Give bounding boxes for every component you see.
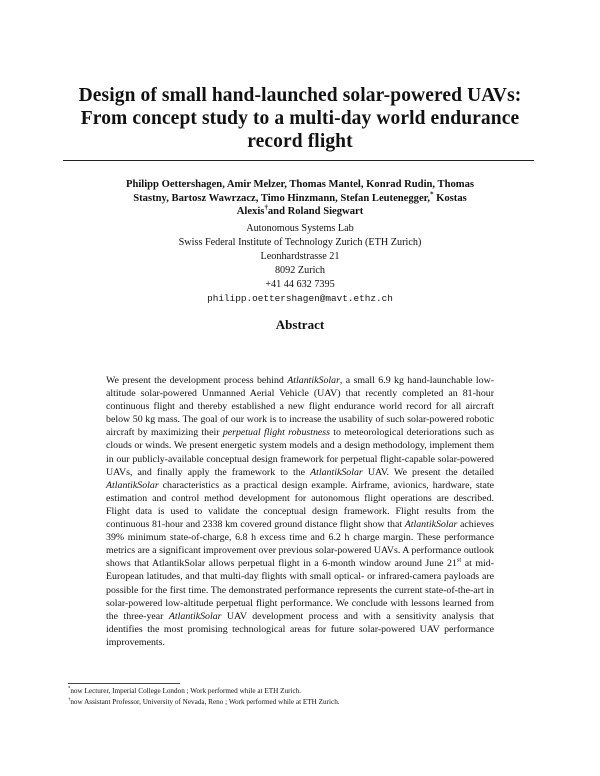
- affiliation-street: Leonhardstrasse 21: [260, 251, 340, 262]
- affiliation-institute: Swiss Federal Institute of Technology Zurich (ETH Zurich): [178, 237, 422, 248]
- abstract-text-4: UAV. We present the detailed: [362, 466, 494, 478]
- affiliation-phone: +41 44 632 7395: [265, 279, 335, 290]
- footnote-2: [68, 697, 528, 708]
- footnote-1-text: now Lecturer, Imperial College London ; Work performed while at ETH Zurich.: [70, 687, 302, 695]
- abstract-text-5: characteristics as a practical design example. Airframe, avionics, hardware, state estimation and control method development for autonomous flight operations are described. Flight data is used to validate the conceptual design framework. Flight results from the continuous 81-hour and 2338 km covered ground distance flight show that: [106, 479, 494, 531]
- affiliation-lab: Autonomous Systems Lab: [246, 223, 354, 234]
- affiliation-city: 8092 Zurich: [274, 265, 326, 276]
- affiliation-block: [100, 222, 500, 306]
- footnote-2-mark: †: [68, 697, 71, 703]
- footnote-mark-star: *: [430, 190, 434, 198]
- title-rule: [63, 160, 534, 161]
- footnote-mark-dagger: †: [264, 204, 268, 212]
- abstract-heading: Abstract: [275, 317, 325, 332]
- affiliation-email: philipp.oettershagen@mavt.ethz.ch: [207, 293, 393, 304]
- footnote-rule: [68, 683, 180, 684]
- abstract-emph-4: AtlantikSolar: [106, 479, 159, 491]
- paper-title: [60, 84, 540, 153]
- abstract-emph-1: AtlantikSolar: [287, 375, 340, 386]
- abstract-superscript: st: [456, 557, 462, 565]
- abstract-text-7: at mid-European latitudes, and that multi-day flights with small optical- or infrared-camera payloads are possible for the first time. The demonstrated performance represents the current state-of-the-art in solar-powered low-altitude perpetual flight performance. We conclude with lessons learned from the three-year: [106, 558, 494, 622]
- authors-line-2-text: Stastny, Bartosz Wawrzacz, Timo Hinzmann, Stefan Leutenegger,: [133, 192, 431, 204]
- abstract-emph-2: perpetual flight robustness: [222, 427, 330, 439]
- abstract-text-6: achieves 39% minimum state-of-charge, 6.8 h excess time and 6.2 h charge margin. These performance metrics are a significant improvement over previous solar-powered UAVs. A performance outlook shows that AtlantikSolar allows perpetual flight in a 6-month window around June 21: [106, 519, 494, 570]
- footnote-2-text: now Assistant Professor, University of Nevada, Reno ; Work performed while at ETH Zurich.: [70, 697, 340, 706]
- authors-line-2-end: Kostas: [433, 192, 467, 204]
- footnote-1-mark: *: [68, 686, 71, 692]
- abstract-emph-6: AtlantikSolar: [168, 610, 222, 622]
- title-line-3: record flight: [247, 131, 353, 152]
- title-line-2: From concept study to a multi-day world endurance: [80, 108, 520, 129]
- title-line-1: Design of small hand-launched solar-powered UAVs:: [78, 85, 522, 106]
- authors-line-3-start: Alexis: [236, 206, 265, 217]
- abstract-text-1: We present the development process behind: [106, 375, 288, 386]
- authors-line-3-end: and Roland Siegwart: [267, 206, 364, 217]
- footnote-1: [68, 686, 528, 697]
- abstract-emph-3: AtlantikSolar: [310, 466, 363, 478]
- authors-line-2: [115, 192, 485, 206]
- footnotes: [68, 686, 528, 707]
- author-list: [115, 178, 485, 219]
- abstract-text-2: , a small 6.9 kg hand-launchable low-altitude solar-powered Unmanned Aerial Vehicle (UAV) that recently completed an 81-hour continuous flight and thereby established a new flight endurance world record for all aircraft below 50 kg mass. The goal of our work is to increase the usability of such solar-powered robotic aircraft by maximizing their: [106, 375, 494, 439]
- abstract-emph-5: AtlantikSolar: [404, 519, 458, 531]
- authors-line-3: [115, 205, 485, 219]
- authors-line-1: Philipp Oettershagen, Amir Melzer, Thomas Mantel, Konrad Rudin, Thomas: [125, 179, 475, 190]
- abstract-text-8: UAV development process and with a sensitivity analysis that identifies the most promising technological areas for future solar-powered UAV performance improvements.: [106, 610, 494, 648]
- abstract-body: [106, 374, 494, 649]
- abstract-text-3: to meteorological deteriorations such as clouds or winds. We present energetic system models and a design methodology, implement them in our publicly-available conceptual design framework for perpetual flight-capable solar-powered UAVs, and finally apply the framework to the: [106, 427, 494, 478]
